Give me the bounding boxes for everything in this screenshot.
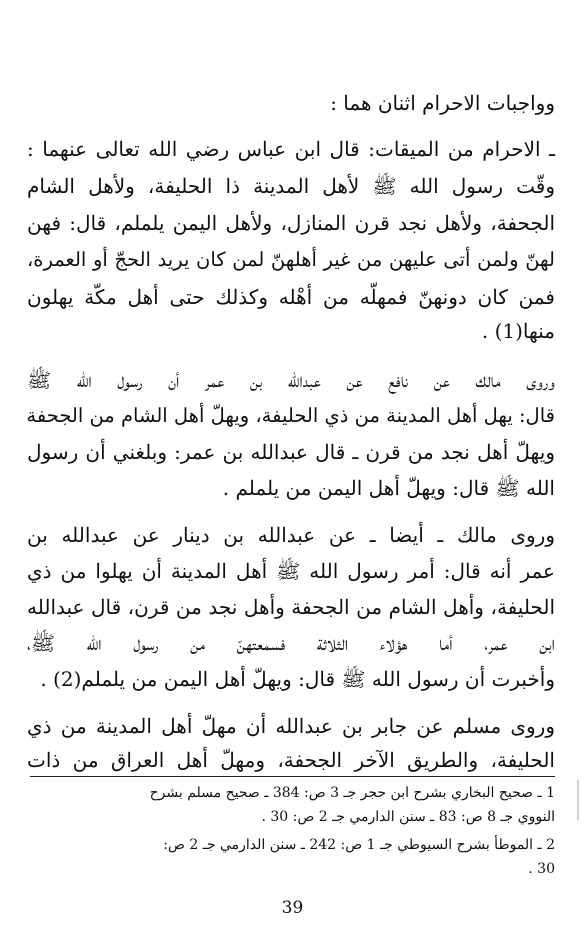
- paragraph-1-line-1: ـ الاحرام من الميقات: قال ابن عباس رضي الله تعالى عنهما :: [27, 137, 555, 161]
- page-number: 39: [281, 898, 304, 918]
- paragraph-2-line-1: وروى مالك عن نافع عن عبدالله بن عمر أن رسول الله ﷺ: [27, 368, 555, 392]
- footnote-2-line-2: 30 .: [528, 861, 555, 877]
- footnote-separator: [30, 776, 555, 777]
- paragraph-1-line-2: وقّت رسول الله ﷺ لأهل المدينة ذا الحليفة، ولأهل الشام: [27, 174, 555, 198]
- section-heading: وواجبات الاحرام اثنان هما :: [330, 91, 555, 115]
- paragraph-1-line-4: لهنّ ولمن أتى عليهن من غير أهلهنّ لمن كان يريد الحجّ أو العمرة،: [27, 248, 555, 271]
- paragraph-2-line-4: الله ﷺ قال: ويهلّ أهل اليمن من يلملم .: [222, 476, 555, 500]
- paragraph-3-line-4: ابن عمر، أما هؤلاء الثلاثة فسمعتهنّ من رسول الله ﷺ،: [27, 631, 555, 655]
- paragraph-3-line-3: الحليفة، وأهل الشام من الجحفة وأهل نجد من قرن، قال عبدالله: [27, 595, 555, 619]
- paragraph-3-line-2: عمر أنه قال: أمر رسول الله ﷺ أهل المدينة أن يهلوا من ذي: [27, 559, 555, 583]
- paragraph-1-line-3: الجحفة، ولأهل نجد قرن المنازل، ولأهل اليمن يلملم، قال: فهن: [27, 211, 555, 235]
- footnote-2-line-1: 2 ـ الموطأ بشرح السيوطي جـ 1 ص: 242 ـ سنن الدارمي جـ 2 ص:: [163, 837, 555, 853]
- paragraph-1-line-6: منها(1) .: [481, 319, 555, 343]
- paragraph-2-line-3: ويهلّ أهل نجد من قرن ـ قال عبدالله بن عمر: وبلغني أن رسول: [27, 440, 555, 464]
- paragraph-2-line-2: قال: يهل أهل المدينة من ذي الحليفة، ويهلّ أهل الشام من الجحفة: [26, 404, 555, 427]
- paragraph-4-line-1: وروى مسلم عن جابر بن عبدالله أن مهلّ أهل المدينة من ذي: [27, 714, 555, 738]
- paragraph-3-line-1: وروى مالك ـ أيضا ـ عن عبدالله بن دينار عن عبدالله بن: [27, 523, 555, 547]
- paragraph-4-line-2: الحليفة، والطريق الآخر الجحفة، ومهلّ أهل العراق من ذات: [27, 748, 555, 772]
- scan-edge-mark: [577, 780, 579, 820]
- paragraph-3-line-5: وأخبرت أن رسول الله ﷺ قال: ويهلّ أهل اليمن من يلملم(2) .: [40, 667, 555, 691]
- footnote-1-line-2: النووي جـ 8 ص: 83 ـ سنن الدارمي جـ 2 ص: 30 .: [261, 809, 555, 825]
- footnote-1-line-1: 1 ـ صحيح البخاري بشرح ابن حجر جـ 3 ص: 384 ـ صحيح مسلم بشرح: [149, 785, 555, 801]
- paragraph-1-line-5: فمن كان دونهنّ فمهلّه من أهْله وكذلك حتى أهل مكّة يهلون: [27, 285, 555, 309]
